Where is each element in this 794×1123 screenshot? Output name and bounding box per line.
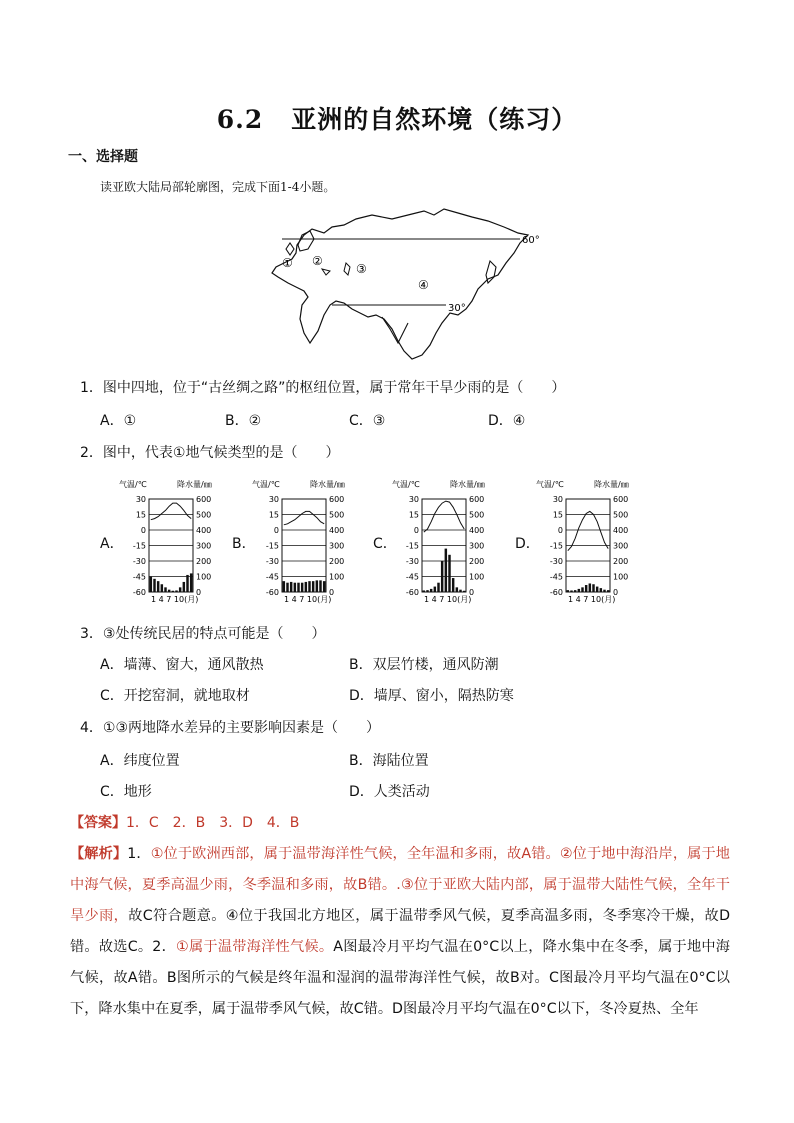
intro-text: 读亚欧大陆局部轮廓图，完成下面1-4小题。 (100, 180, 336, 194)
precip-bar (596, 587, 598, 592)
temp-tick-label: -30 (549, 557, 563, 566)
question-4: 4．①③两地降水差异的主要影响因素是（ ） (80, 720, 381, 736)
precip-bar (570, 590, 572, 592)
temp-axis-title: 气温/℃ (536, 480, 564, 489)
precip-bar (172, 591, 174, 592)
temperature-line (424, 501, 464, 532)
precip-tick-label: 600 (329, 495, 345, 504)
page-title (0, 100, 794, 136)
marker-2: ② (312, 254, 323, 268)
precip-axis-title: 降水量/㎜ (594, 480, 629, 489)
caspian-outline (344, 263, 350, 275)
temp-tick-label: -60 (549, 588, 563, 597)
precip-bar (297, 583, 299, 592)
month-tick-labels: 1 4 7 10(月) (284, 595, 332, 604)
temperature-line (284, 511, 324, 524)
precip-tick-label: 0 (613, 588, 619, 597)
britain-outline (286, 243, 294, 255)
precip-bar (578, 589, 580, 592)
temp-tick-label: -15 (265, 541, 279, 551)
precip-bar (157, 581, 159, 592)
climate-chart-c (390, 476, 498, 606)
question-2: 2．图中，代表①地气候类型的是（ ） (80, 445, 340, 461)
eurasia-outline-map (252, 205, 552, 365)
precip-bar (567, 590, 569, 592)
precip-tick-label: 300 (613, 541, 629, 551)
sea-outline (322, 269, 330, 275)
precip-tick-label: 200 (196, 557, 212, 566)
month-tick-labels: 1 4 7 10(月) (151, 595, 199, 604)
precip-bar (168, 590, 170, 592)
q1-option-a: A．① (100, 413, 137, 429)
precip-tick-label: 300 (469, 541, 485, 551)
precip-bar (164, 587, 166, 592)
analysis-s6: A图最冷月平均气温在0°C以上，降水集中在冬季，属于地中海气候，故A错。B图所示的气候是终年温和湿润的温带海洋性气候，故B对。C图最冷月平均气温在0°C以下，降水集中在夏季，属于温带季风气候，故C错。D图最冷月平均气温在0°C以下，冬冷夏热、全年 (70, 939, 730, 1017)
precip-tick-label: 200 (613, 557, 629, 566)
temp-tick-label: -15 (549, 541, 563, 551)
climate-chart-a (117, 476, 225, 606)
precip-bar (456, 587, 458, 592)
precip-bar (316, 580, 318, 592)
temp-tick-label: -60 (265, 588, 279, 597)
temperature-line (151, 503, 191, 520)
temp-tick-label: -30 (132, 557, 146, 566)
analysis-label: 【解析】 (70, 846, 128, 862)
precip-bar (190, 573, 192, 592)
precip-bar (301, 583, 303, 592)
precip-bar (319, 580, 321, 592)
answer-text: 1．C 2．B 3．D 4．B (126, 815, 300, 831)
q4-option-b: B．海陆位置 (349, 753, 429, 769)
precip-bar (186, 575, 188, 592)
temp-tick-label: 15 (268, 510, 279, 520)
precip-tick-label: 200 (329, 557, 345, 566)
temp-tick-label: 15 (135, 510, 146, 520)
japan-outline (486, 261, 496, 283)
title-number: 6.2 (216, 105, 264, 134)
q4-option-d: D．人类活动 (349, 784, 430, 800)
precip-bar (445, 549, 447, 592)
temp-tick-label: 30 (268, 495, 279, 504)
q3-option-a: A．墙薄、窗大，通风散热 (100, 657, 264, 673)
precip-tick-label: 300 (329, 541, 345, 551)
marker-4: ④ (418, 278, 429, 292)
precip-tick-label: 100 (196, 572, 212, 582)
precip-axis-title: 降水量/㎜ (177, 480, 212, 489)
q2-option-a: A． (100, 536, 124, 552)
temp-tick-label: -60 (132, 588, 146, 597)
precip-bar (183, 582, 185, 592)
precip-tick-label: 500 (196, 510, 212, 520)
precip-bar (423, 590, 425, 592)
q4-option-c: C．地形 (100, 784, 152, 800)
answer-line (70, 812, 299, 832)
precip-bar (437, 583, 439, 592)
precip-bar (607, 590, 609, 592)
precip-bar (441, 561, 443, 592)
q1-option-c: C．③ (349, 413, 386, 429)
q2-option-b: B． (232, 536, 256, 552)
precip-bar (430, 589, 432, 592)
precip-bar (463, 591, 465, 592)
precip-bar (150, 577, 152, 593)
precip-tick-label: 0 (469, 588, 475, 597)
q1-option-b: B．② (225, 413, 262, 429)
precip-bar (592, 584, 594, 592)
temp-axis-title: 气温/℃ (119, 480, 147, 489)
latitude-60-label: 60° (522, 235, 540, 246)
precip-tick-label: 100 (329, 572, 345, 582)
marker-3: ③ (356, 262, 367, 276)
precip-tick-label: 500 (613, 510, 629, 520)
title-text: 亚洲的自然环境（练习） (291, 105, 578, 134)
q2-option-d: D． (515, 536, 540, 552)
precip-tick-label: 400 (329, 526, 345, 535)
temp-tick-label: 30 (408, 495, 419, 504)
precip-bar (600, 588, 602, 592)
temp-tick-label: 15 (408, 510, 419, 520)
precip-tick-label: 0 (196, 588, 202, 597)
precip-bar (161, 584, 163, 592)
precip-bar (434, 587, 436, 592)
precip-bar (290, 582, 292, 592)
precip-bar (323, 581, 325, 592)
precip-bar (585, 585, 587, 592)
precip-tick-label: 100 (469, 572, 485, 582)
q3-option-c: C．开挖窑洞，就地取材 (100, 688, 250, 704)
temp-tick-label: 0 (140, 526, 146, 535)
climate-chart-d (534, 476, 642, 606)
analysis-s4: 故C符合题意。④位于我国北方地区，属于温带季风气候，夏季高温多雨，冬季寒冷干燥，故D错。故选C。2． (70, 908, 730, 955)
precip-bar (283, 581, 285, 592)
analysis-s1: 1． (127, 846, 151, 862)
precip-tick-label: 400 (469, 526, 485, 535)
precip-tick-label: 400 (196, 526, 212, 535)
temp-tick-label: -45 (265, 572, 279, 582)
analysis-s2: ①位于欧洲西部，属于温带海洋性气候，全年温和多雨，故A错。②位于地中海沿岸，属于地中海气候，夏季高温少雨，冬季温和多雨，故B错。 (70, 846, 730, 893)
precip-tick-label: 600 (196, 495, 212, 504)
precip-bar (312, 581, 314, 592)
temp-tick-label: -30 (405, 557, 419, 566)
precip-bar (603, 590, 605, 592)
temp-tick-label: 30 (552, 495, 563, 504)
precip-bar (305, 582, 307, 592)
precip-bar (426, 590, 428, 592)
temp-axis-title: 气温/℃ (392, 480, 420, 489)
temp-tick-label: -45 (132, 572, 146, 582)
temp-tick-label: 0 (273, 526, 279, 535)
section-heading: 一、选择题 (68, 149, 138, 165)
temp-tick-label: -60 (405, 588, 419, 597)
precip-bar (286, 583, 288, 592)
precip-tick-label: 0 (329, 588, 335, 597)
precip-bar (452, 578, 454, 592)
precip-tick-label: 600 (613, 495, 629, 504)
precip-bar (574, 590, 576, 592)
temp-axis-title: 气温/℃ (252, 480, 280, 489)
q1-option-d: D．④ (488, 413, 526, 429)
climate-chart-b (250, 476, 358, 606)
precip-bar (459, 590, 461, 592)
temp-tick-label: 0 (413, 526, 419, 535)
precip-axis-title: 降水量/㎜ (450, 480, 485, 489)
q3-option-d: D．墙厚、窗小，隔热防寒 (349, 688, 514, 704)
temperature-line (568, 511, 608, 550)
precip-bar (308, 581, 310, 592)
q4-option-a: A．纬度位置 (100, 753, 180, 769)
month-tick-labels: 1 4 7 10(月) (568, 595, 616, 604)
precip-tick-label: 100 (613, 572, 629, 582)
latitude-30-label: 30° (448, 303, 466, 314)
temp-tick-label: 15 (552, 510, 563, 520)
analysis-paragraph (70, 839, 730, 1025)
marker-1: ① (282, 256, 293, 270)
precip-bar (175, 590, 177, 592)
precip-bar (581, 587, 583, 592)
precip-tick-label: 300 (196, 541, 212, 551)
precip-bar (153, 579, 155, 592)
q3-option-b: B．双层竹楼，通风防潮 (349, 657, 499, 673)
temp-tick-label: -30 (265, 557, 279, 566)
precip-bar (589, 583, 591, 592)
temp-tick-label: 0 (557, 526, 563, 535)
precip-tick-label: 200 (469, 557, 485, 566)
precip-tick-label: 600 (469, 495, 485, 504)
q2-option-c: C． (373, 536, 397, 552)
precip-tick-label: 500 (469, 510, 485, 520)
question-3: 3．③处传统民居的特点可能是（ ） (80, 626, 326, 642)
temp-tick-label: -15 (132, 541, 146, 551)
precip-bar (448, 555, 450, 592)
question-1: 1．图中四地，位于“古丝绸之路”的枢纽位置，属于常年干旱少雨的是（ ） (80, 380, 566, 396)
analysis-s3: .③位于亚欧大陆内部，属于温带大陆性气候，全年干旱少雨， (70, 877, 730, 924)
precip-bar (294, 583, 296, 592)
analysis-s5: ①属于温带海洋性气候。 (176, 939, 334, 955)
temp-tick-label: 30 (135, 495, 146, 504)
temp-tick-label: -15 (405, 541, 419, 551)
temp-tick-label: -45 (405, 572, 419, 582)
answer-label: 【答案】 (70, 815, 126, 831)
precip-tick-label: 500 (329, 510, 345, 520)
month-tick-labels: 1 4 7 10(月) (424, 595, 472, 604)
precip-tick-label: 400 (613, 526, 629, 535)
temp-tick-label: -45 (549, 572, 563, 582)
precip-axis-title: 降水量/㎜ (310, 480, 345, 489)
precip-bar (179, 587, 181, 592)
